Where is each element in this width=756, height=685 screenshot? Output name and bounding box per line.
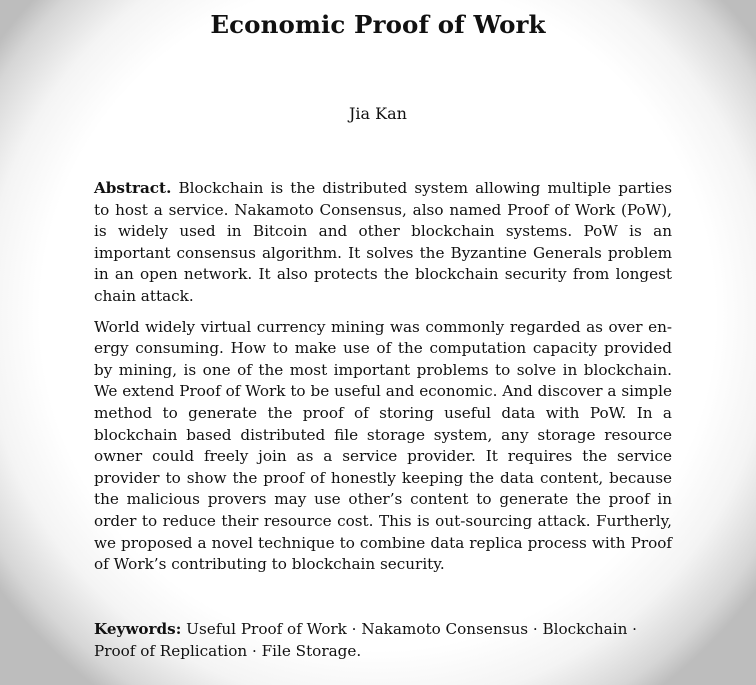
keywords-text: Useful Proof of Work · Nakamoto Consensus · Blockchain · Proof of Replication · File Storage.: [94, 620, 638, 660]
abstract-section: [94, 178, 672, 576]
paper-title: Economic Proof of Work: [210, 10, 546, 39]
abstract-paragraph-1: [94, 178, 672, 308]
abstract-text-1: Blockchain is the distributed system allowing multiple parties to host a service. Nakamoto Consensus, also named Proof of Work (PoW), is widely used in Bitcoin and other blockchain systems. PoW is an important consensus algorithm. It solves the Byzantine Generals problem in an open network. It also protects the blockchain security from longest chain attack.: [94, 179, 672, 305]
abstract-label: Abstract.: [94, 179, 172, 197]
keywords-label: Keywords:: [94, 620, 182, 638]
abstract-paragraph-2: World widely virtual currency mining was commonly regarded as over energy consuming. How to make use of the computation capacity provided by mining, is one of the most important problems to solve in blockchain. We extend Proof of Work to be useful and economic. And discover a simple method to generate the proof of storing useful data with PoW. In a blockchain based distributed file storage system, any storage resource owner could freely join as a service provider. It requires the service provider to show the proof of honestly keeping the data content, because the malicious provers may use other’s content to generate the proof in order to reduce their resource cost. This is out-sourcing attack. Furtherly, we proposed a novel technique to combine data replica process with Proof of Work’s contributing to blockchain security.: [94, 317, 672, 574]
keywords-section: [94, 619, 672, 662]
paper-author: Jia Kan: [349, 104, 407, 123]
